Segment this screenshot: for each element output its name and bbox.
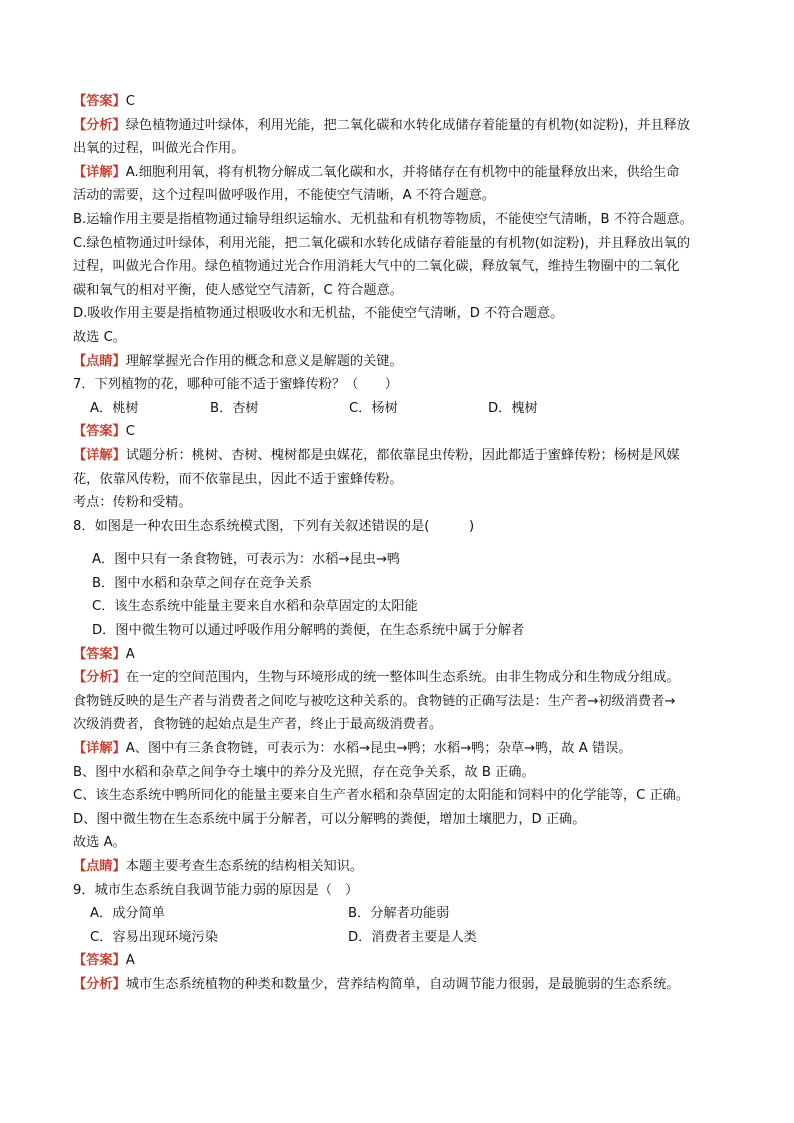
document-page [73, 90, 723, 997]
q8-conclusion: 故选 A。 [73, 835, 126, 851]
q6-detail-5: 过程，叫做光合作用。绿色植物通过光合作用消耗大气中的二氧化碳，释放氧气，维持生物圈中的二氧化 [73, 259, 680, 275]
answer-tag: 【答案】 [73, 94, 126, 109]
q6-point-line [73, 350, 723, 374]
q8-analysis-2: 食物链反映的是生产者与消费者之间吃与被吃这种关系的。食物链的正确写法是：生产者→初级消费者→ [73, 693, 676, 709]
q8-option-d: D．图中微生物可以通过呼吸作用分解鸭的粪便，在生态系统中属于分解者 [92, 623, 525, 639]
answer-tag: 【答案】 [73, 424, 126, 440]
q7-options [73, 397, 723, 421]
q8-detail-1: A、图中有三条食物链，可表示为：水稻→昆虫→鸭；水稻→鸭；杂草→鸭，故 A 错误。 [125, 741, 632, 757]
q7-option-a: A．桃树 [90, 400, 139, 416]
q8-detail-3: C、该生态系统中鸭所同化的能量主要来自生产者水稻和杂草固定的太阳能和饲料中的化学能等，C 正确。 [73, 788, 690, 804]
q9-answer-line [73, 949, 723, 973]
q7-detail-2: 花，依靠风传粉，而不依靠昆虫，因此不适于蜜蜂传粉。 [73, 471, 403, 487]
answer-tag: 【答案】 [73, 953, 126, 969]
point-tag: 【点睛】 [73, 859, 126, 874]
q6-point: 理解掌握光合作用的概念和意义是解题的关键。 [125, 353, 403, 369]
detail-tag: 【详解】 [73, 164, 126, 180]
figure-space [73, 538, 723, 548]
q7-answer-line [73, 420, 723, 444]
q7-topic: 考点：传粉和受精。 [73, 495, 192, 511]
q8-answer-line [73, 643, 723, 667]
detail-tag: 【详解】 [73, 447, 126, 463]
q8-option-b: B．图中水稻和杂草之间存在竞争关系 [92, 575, 313, 591]
q9-analysis: 城市生态系统植物的种类和数量少，营养结构简单，自动调节能力很弱，是最脆弱的生态系统。 [125, 976, 680, 992]
q8-answer: A [125, 646, 135, 662]
q6-detail-1: A.细胞利用氧，将有机物分解成二氧化碳和水，并将储存在有机物中的能量释放出来，供给生命 [125, 164, 680, 180]
q8-stem: 8．如图是一种农田生态系统模式图，下列有关叙述错误的是( ) [73, 518, 475, 534]
detail-tag: 【详解】 [73, 741, 126, 757]
q7-stem: 7．下列植物的花，哪种可能不适于蜜蜂传粉？（ ） [73, 377, 398, 393]
q8-option-c: C．该生态系统中能量主要来自水稻和杂草固定的太阳能 [92, 599, 418, 615]
q6-detail-7: D.吸收作用主要是指植物通过根吸收水和无机盐，不能使空气清晰，D 不符合题意。 [73, 306, 564, 322]
q6-detail-6: 碳和氧气的相对平衡，使人感觉空气清新，C 符合题意。 [73, 282, 403, 298]
q7-option-b: B．杏树 [210, 400, 259, 416]
q6-conclusion: 故选 C。 [73, 329, 126, 345]
q9-answer: A [125, 953, 135, 969]
q8-analysis-1: 在一定的空间范围内，生物与环境形成的统一整体叫生态系统。由非生物成分和生物成分组成。 [125, 670, 680, 686]
q9-options-row-2 [73, 926, 723, 950]
q6-detail-2: 活动的需要，这个过程叫做呼吸作用，不能使空气清晰，A 不符合题意。 [73, 188, 496, 204]
q7-option-d: D．槐树 [488, 400, 538, 416]
q6-detail-3: B.运输作用主要是指植物通过输导组织运输水、无机盐和有机物等物质，不能使空气清晰，B 不符合题意。 [73, 211, 693, 227]
q9-option-c: C．容易出现环境污染 [90, 929, 218, 945]
q8-analysis-3: 次级消费者，食物链的起始点是生产者，终止于最高级消费者。 [73, 717, 443, 733]
q6-detail-line [73, 161, 723, 185]
analysis-tag: 【分析】 [73, 976, 126, 992]
q7-answer: C [125, 424, 135, 440]
analysis-tag: 【分析】 [73, 117, 126, 133]
q6-analysis-line-2: 出氧的过程，叫做光合作用。 [73, 141, 245, 157]
q7-detail-1: 试题分析：桃树、杏树、槐树都是虫媒花，都依靠昆虫传粉，因此都适于蜜蜂传粉；杨树是风媒 [125, 447, 680, 463]
q8-option-a: A．图中只有一条食物链，可表示为：水稻→昆虫→鸭 [92, 552, 401, 568]
q9-analysis-line [73, 973, 723, 997]
q8-analysis-line [73, 666, 723, 690]
q8-point: 本题主要考查生态系统的结构相关知识。 [125, 859, 364, 874]
q7-option-c: C．杨树 [349, 400, 398, 416]
q6-analysis: 绿色植物通过叶绿体，利用光能，把二氧化碳和水转化成储存着能量的有机物(如淀粉)，并且释放 [125, 117, 690, 133]
q9-option-a: A．成分简单 [90, 906, 165, 922]
q9-option-b: B．分解者功能弱 [348, 906, 450, 922]
q8-detail-line [73, 737, 723, 761]
q8-point-line [73, 855, 723, 879]
q8-detail-2: B、图中水稻和杂草之间争夺土壤中的养分及光照，存在竞争关系，故 B 正确。 [73, 764, 535, 780]
answer-tag: 【答案】 [73, 646, 126, 662]
q6-detail-4: C.绿色植物通过叶绿体，利用光能，把二氧化碳和水转化成储存着能量的有机物(如淀粉)，并且释放出氧的 [73, 235, 691, 251]
point-tag: 【点睛】 [73, 353, 126, 369]
q7-detail-line [73, 444, 723, 468]
q8-detail-4: D、图中微生物在生态系统中属于分解者，可以分解鸭的粪便，增加土壤肥力，D 正确。 [73, 811, 586, 827]
q6-answer: C [125, 94, 135, 109]
analysis-tag: 【分析】 [73, 670, 126, 686]
q6-answer-line [73, 90, 723, 114]
q9-stem: 9．城市生态系统自我调节能力弱的原因是（ ） [73, 882, 359, 898]
q9-option-d: D．消费者主要是人类 [348, 929, 477, 945]
q9-options-row-1 [73, 902, 723, 926]
q6-analysis-line [73, 114, 723, 138]
